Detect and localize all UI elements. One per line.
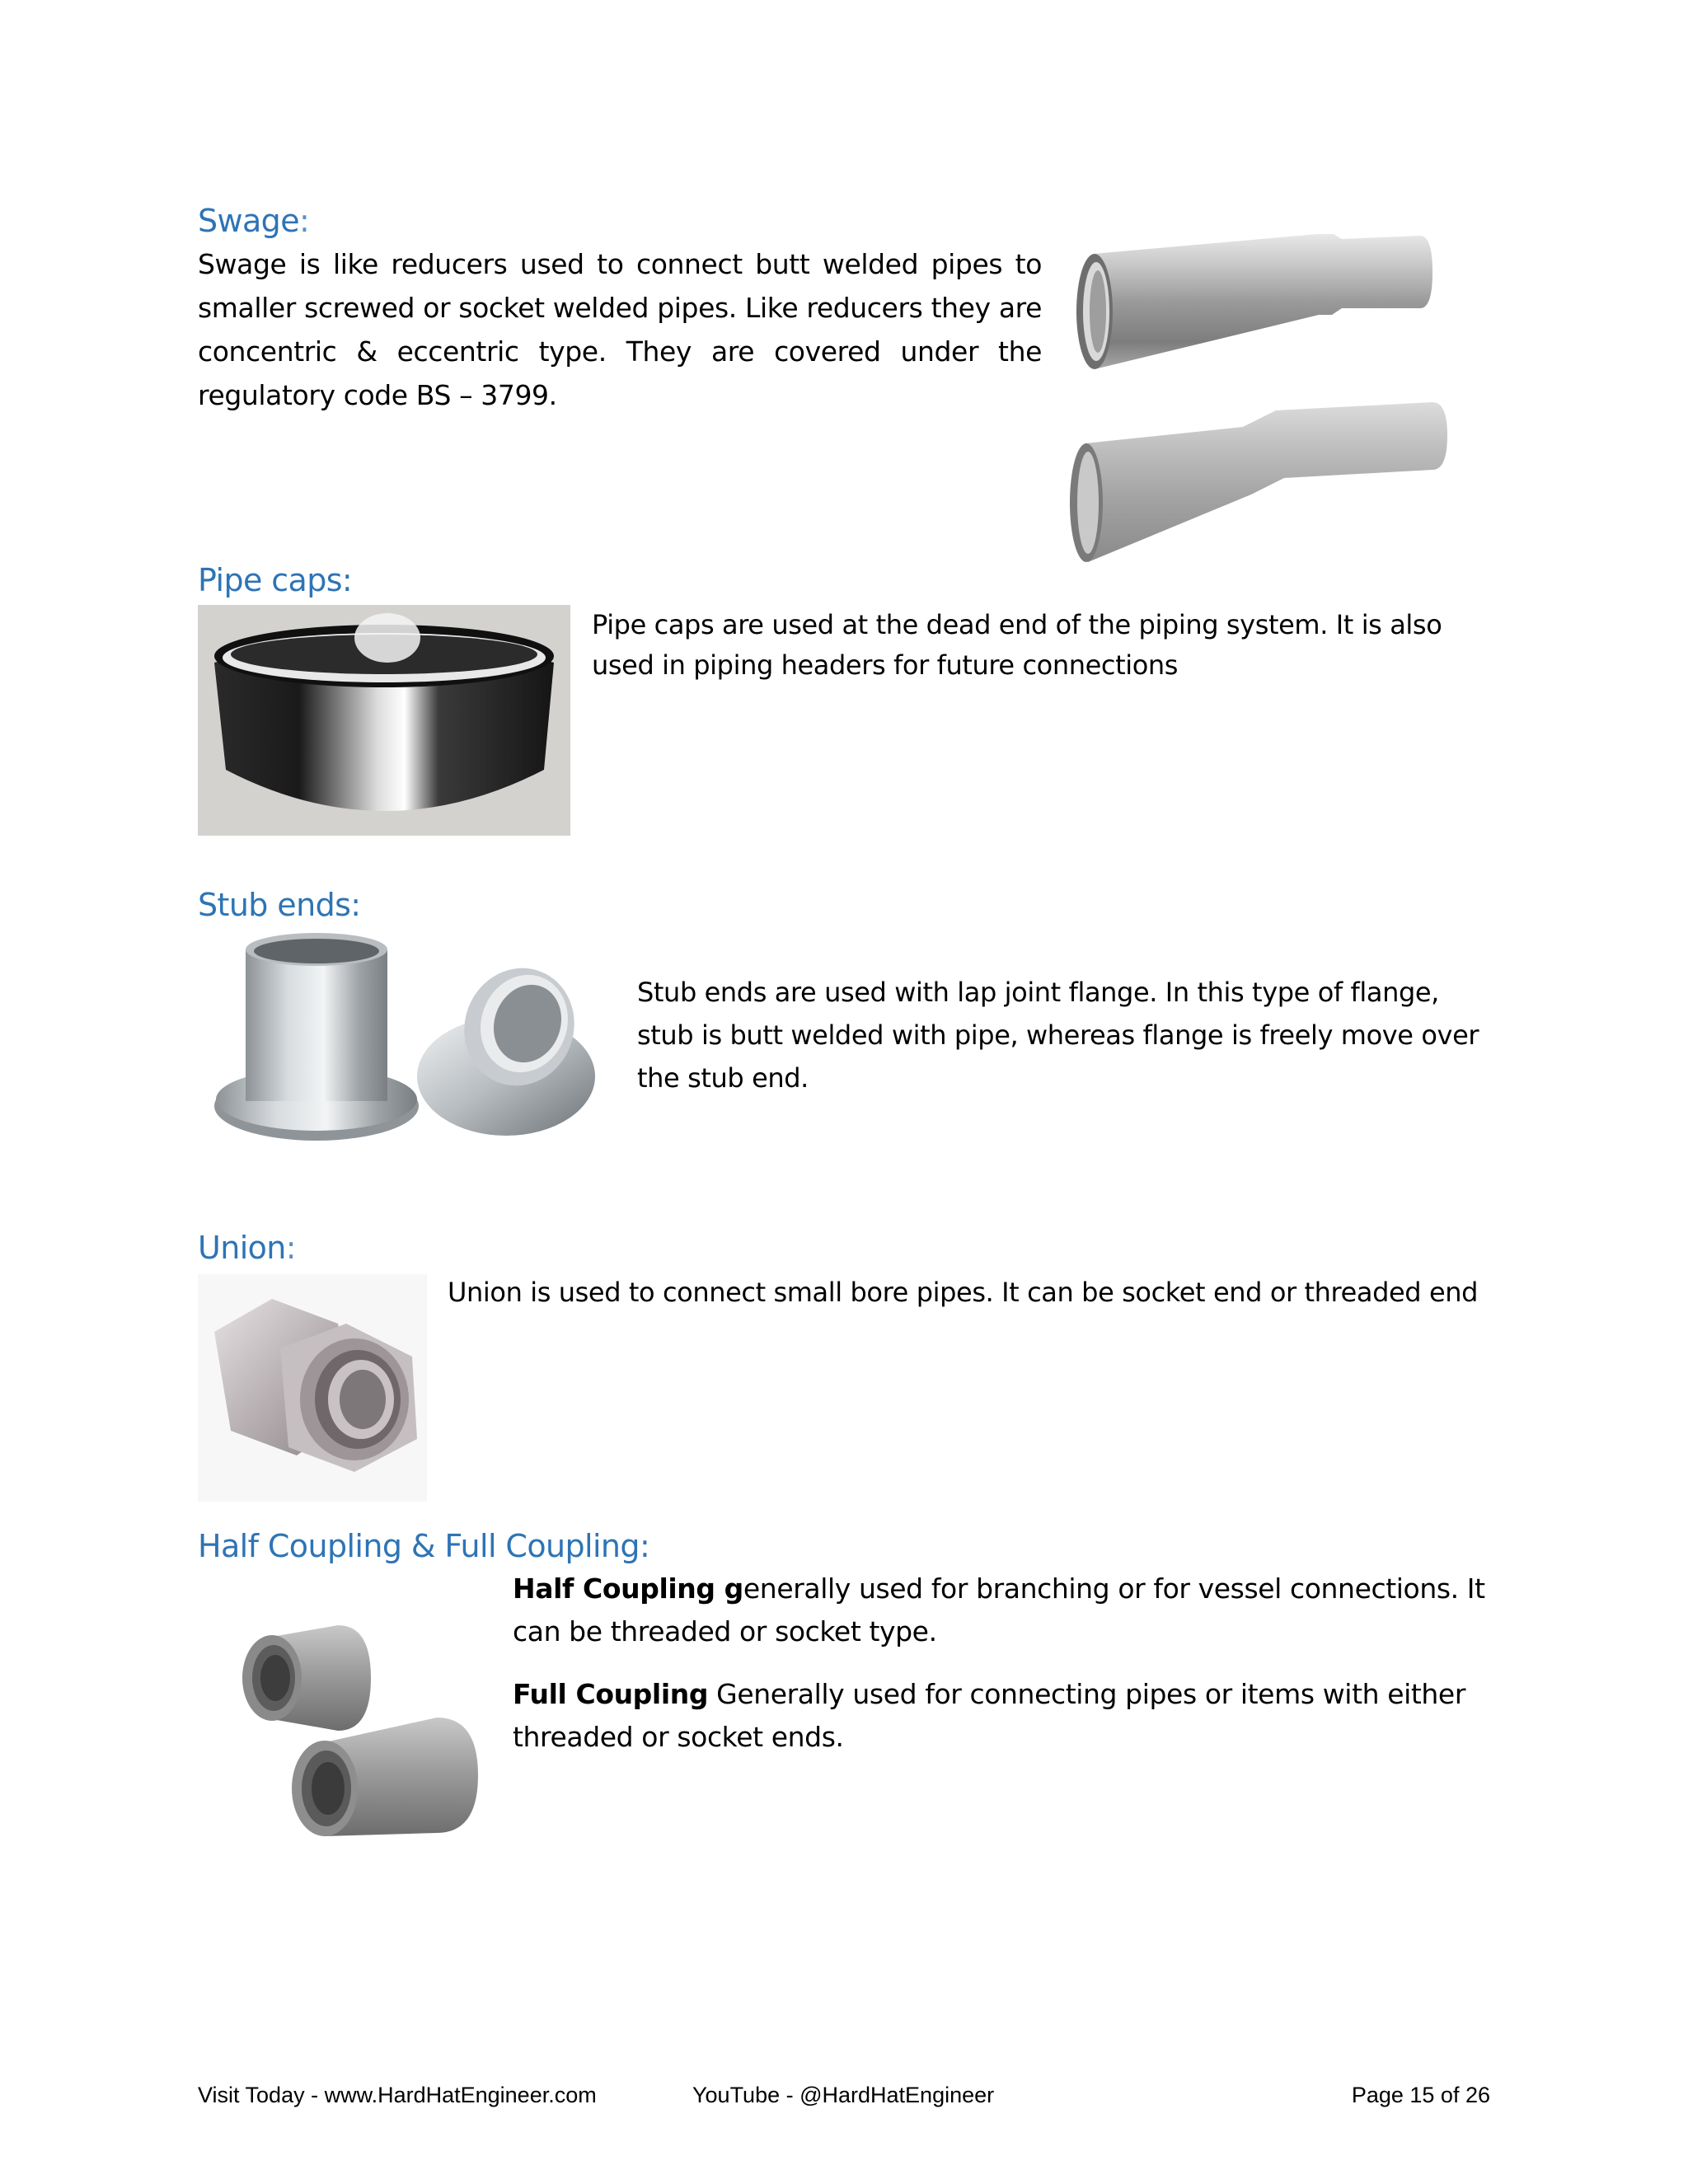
half-coupling-description: Half Coupling generally used for branching or for vessel connections. It can be threaded or socket type.	[513, 1572, 1485, 1647]
footer-website: Visit Today - www.HardHatEngineer.com	[198, 2083, 597, 2107]
swage-image	[1070, 223, 1451, 569]
pipe-caps-description: Pipe caps are used at the dead end of the piping system. It is also used in piping headers for future connections	[592, 609, 1442, 681]
stub-ends-heading: Stub ends:	[198, 887, 361, 923]
coupling-heading: Half Coupling & Full Coupling:	[198, 1528, 650, 1564]
footer-page-number: Page 15 of 26	[1351, 2083, 1490, 2107]
full-coupling-description: Full Coupling Generally used for connecting pipes or items with either threaded or socket ends.	[513, 1678, 1466, 1753]
footer-youtube: YouTube - @HardHatEngineer	[692, 2083, 995, 2107]
union-heading: Union:	[198, 1230, 296, 1266]
stub-ends-image	[209, 931, 610, 1147]
stub-ends-description: Stub ends are used with lap joint flange. In this type of flange, stub is butt welded with pipe, whereas flange is freely move over the stub end.	[637, 977, 1479, 1094]
coupling-image	[239, 1620, 478, 1844]
swage-heading: Swage:	[198, 203, 310, 239]
union-image	[198, 1274, 427, 1502]
swage-description: Swage is like reducers used to connect butt welded pipes to smaller screwed or socket welded pipes. Like reducers they are concentric & eccentric type. They are covered under the regulatory code BS – 3799.	[198, 248, 1042, 411]
pipe-cap-image	[198, 605, 570, 836]
union-description: Union is used to connect small bore pipes. It can be socket end or threaded end	[448, 1277, 1479, 1308]
pipe-caps-heading: Pipe caps:	[198, 562, 353, 598]
